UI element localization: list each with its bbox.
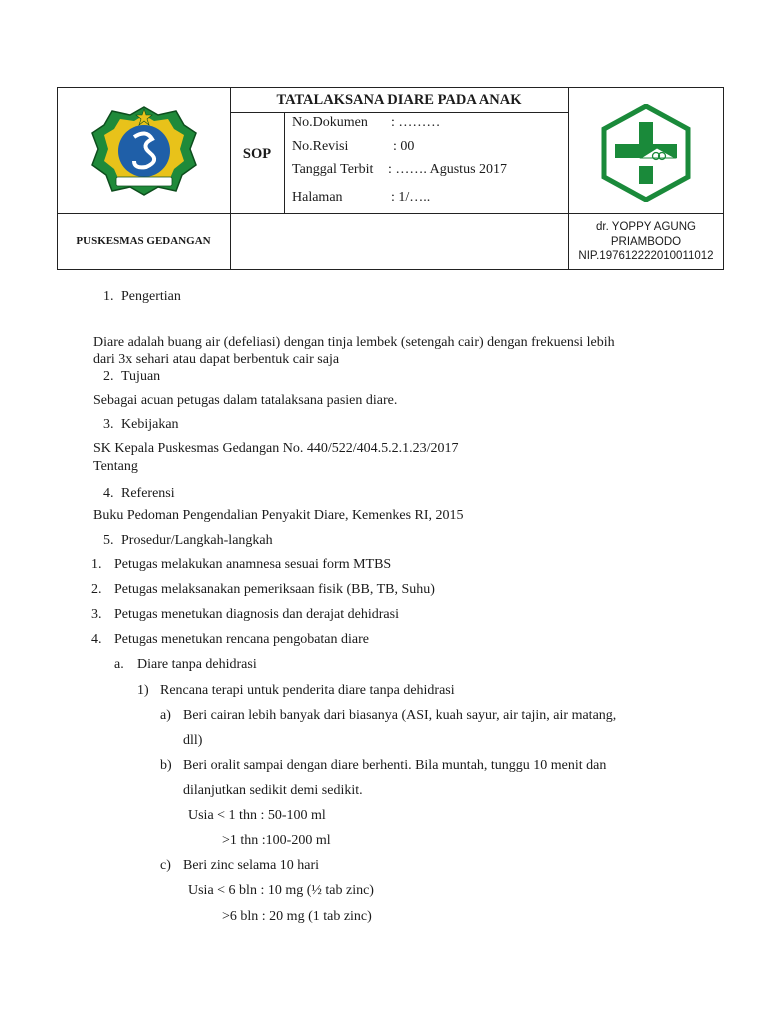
item-number: a) [160, 708, 171, 723]
section-title-prosedur: Prosedur/Langkah-langkah [121, 533, 273, 548]
step-text: Petugas menetukan rencana pengobatan diare [114, 632, 370, 647]
signer-nip: NIP.197612222010011012 [578, 250, 714, 262]
kebijakan-text: SK Kepala Puskesmas Gedangan No. 440/522/404.5.2.1.23/2017 [93, 441, 459, 456]
table-divider [57, 213, 724, 214]
referensi-text: Buku Pedoman Pengendalian Penyakit Diare, Kemenkes RI, 2015 [93, 508, 464, 523]
section-title-referensi: Referensi [121, 486, 175, 501]
item-text: Beri zinc selama 10 hari [183, 858, 320, 873]
section-number: 5. [103, 533, 114, 548]
pengertian-text: Diare adalah buang air (defeliasi) dengan tinja lembek (setengah cair) dengan frekuensi lebih [93, 335, 615, 350]
meta-label-no-dokumen: No.Dokumen [292, 115, 368, 130]
step-number: 4. [91, 632, 102, 647]
step-number: 1. [91, 557, 102, 572]
section-number: 1. [103, 289, 114, 304]
meta-value-halaman: : 1/….. [391, 190, 431, 205]
section-title-tujuan: Tujuan [121, 369, 161, 384]
dosage-row: >6 bln : 20 mg (1 tab zinc) [222, 909, 372, 924]
dosage-row: >1 thn :100-200 ml [222, 833, 331, 848]
table-divider [230, 87, 231, 270]
kebijakan-text: Tentang [93, 459, 138, 474]
dosage-row: Usia < 1 thn : 50-100 ml [188, 808, 326, 823]
section-number: 4. [103, 486, 114, 501]
step-text: Petugas melaksanakan pemeriksaan fisik (BB, TB, Suhu) [114, 582, 435, 597]
dosage-row: Usia < 6 bln : 10 mg (½ tab zinc) [188, 883, 374, 898]
item-number: b) [160, 758, 172, 773]
sub-text: Rencana terapi untuk penderita diare tanpa dehidrasi [160, 683, 455, 698]
tujuan-text: Sebagai acuan petugas dalam tatalaksana pasien diare. [93, 393, 398, 408]
step-number: 2. [91, 582, 102, 597]
item-text: Beri oralit sampai dengan diare berhenti. Bila muntah, tunggu 10 menit dan [183, 758, 607, 773]
step-text: Petugas melakukan anamnesa sesuai form MTBS [114, 557, 392, 572]
meta-value-no-revisi: : 00 [393, 139, 415, 154]
sop-label: SOP [242, 146, 272, 162]
step-text: Petugas menetukan diagnosis dan derajat dehidrasi [114, 607, 399, 622]
item-text: dll) [183, 733, 203, 748]
meta-label-tanggal-terbit: Tanggal Terbit [292, 162, 374, 177]
item-text: Beri cairan lebih banyak dari biasanya (ASI, kuah sayur, air tajin, air matang, [183, 708, 617, 723]
table-divider [284, 112, 285, 213]
district-emblem-icon [88, 103, 200, 198]
puskesmas-logo-icon [601, 104, 691, 202]
step-number: 3. [91, 607, 102, 622]
item-text: dilanjutkan sedikit demi sedikit. [183, 783, 363, 798]
meta-value-no-dokumen: : ……… [391, 115, 441, 130]
section-title-pengertian: Pengertian [121, 289, 181, 304]
section-number: 2. [103, 369, 114, 384]
sub-text: Diare tanpa dehidrasi [137, 657, 257, 672]
pengertian-text: dari 3x sehari atau dapat berbentuk cair saja [93, 352, 340, 367]
document-title: TATALAKSANA DIARE PADA ANAK [276, 92, 522, 108]
table-divider [230, 112, 568, 113]
meta-label-no-revisi: No.Revisi [292, 139, 349, 154]
org-name: PUSKESMAS GEDANGAN [76, 235, 211, 247]
signer-name-cont: PRIAMBODO [610, 236, 682, 248]
item-number: c) [160, 858, 171, 873]
section-number: 3. [103, 417, 114, 432]
meta-value-tanggal-terbit: : ……. Agustus 2017 [388, 162, 508, 177]
section-title-kebijakan: Kebijakan [121, 417, 179, 432]
sub-number: a. [114, 657, 124, 672]
signer-name: dr. YOPPY AGUNG [596, 221, 696, 233]
sub-number: 1) [137, 683, 149, 698]
meta-label-halaman: Halaman [292, 190, 343, 205]
